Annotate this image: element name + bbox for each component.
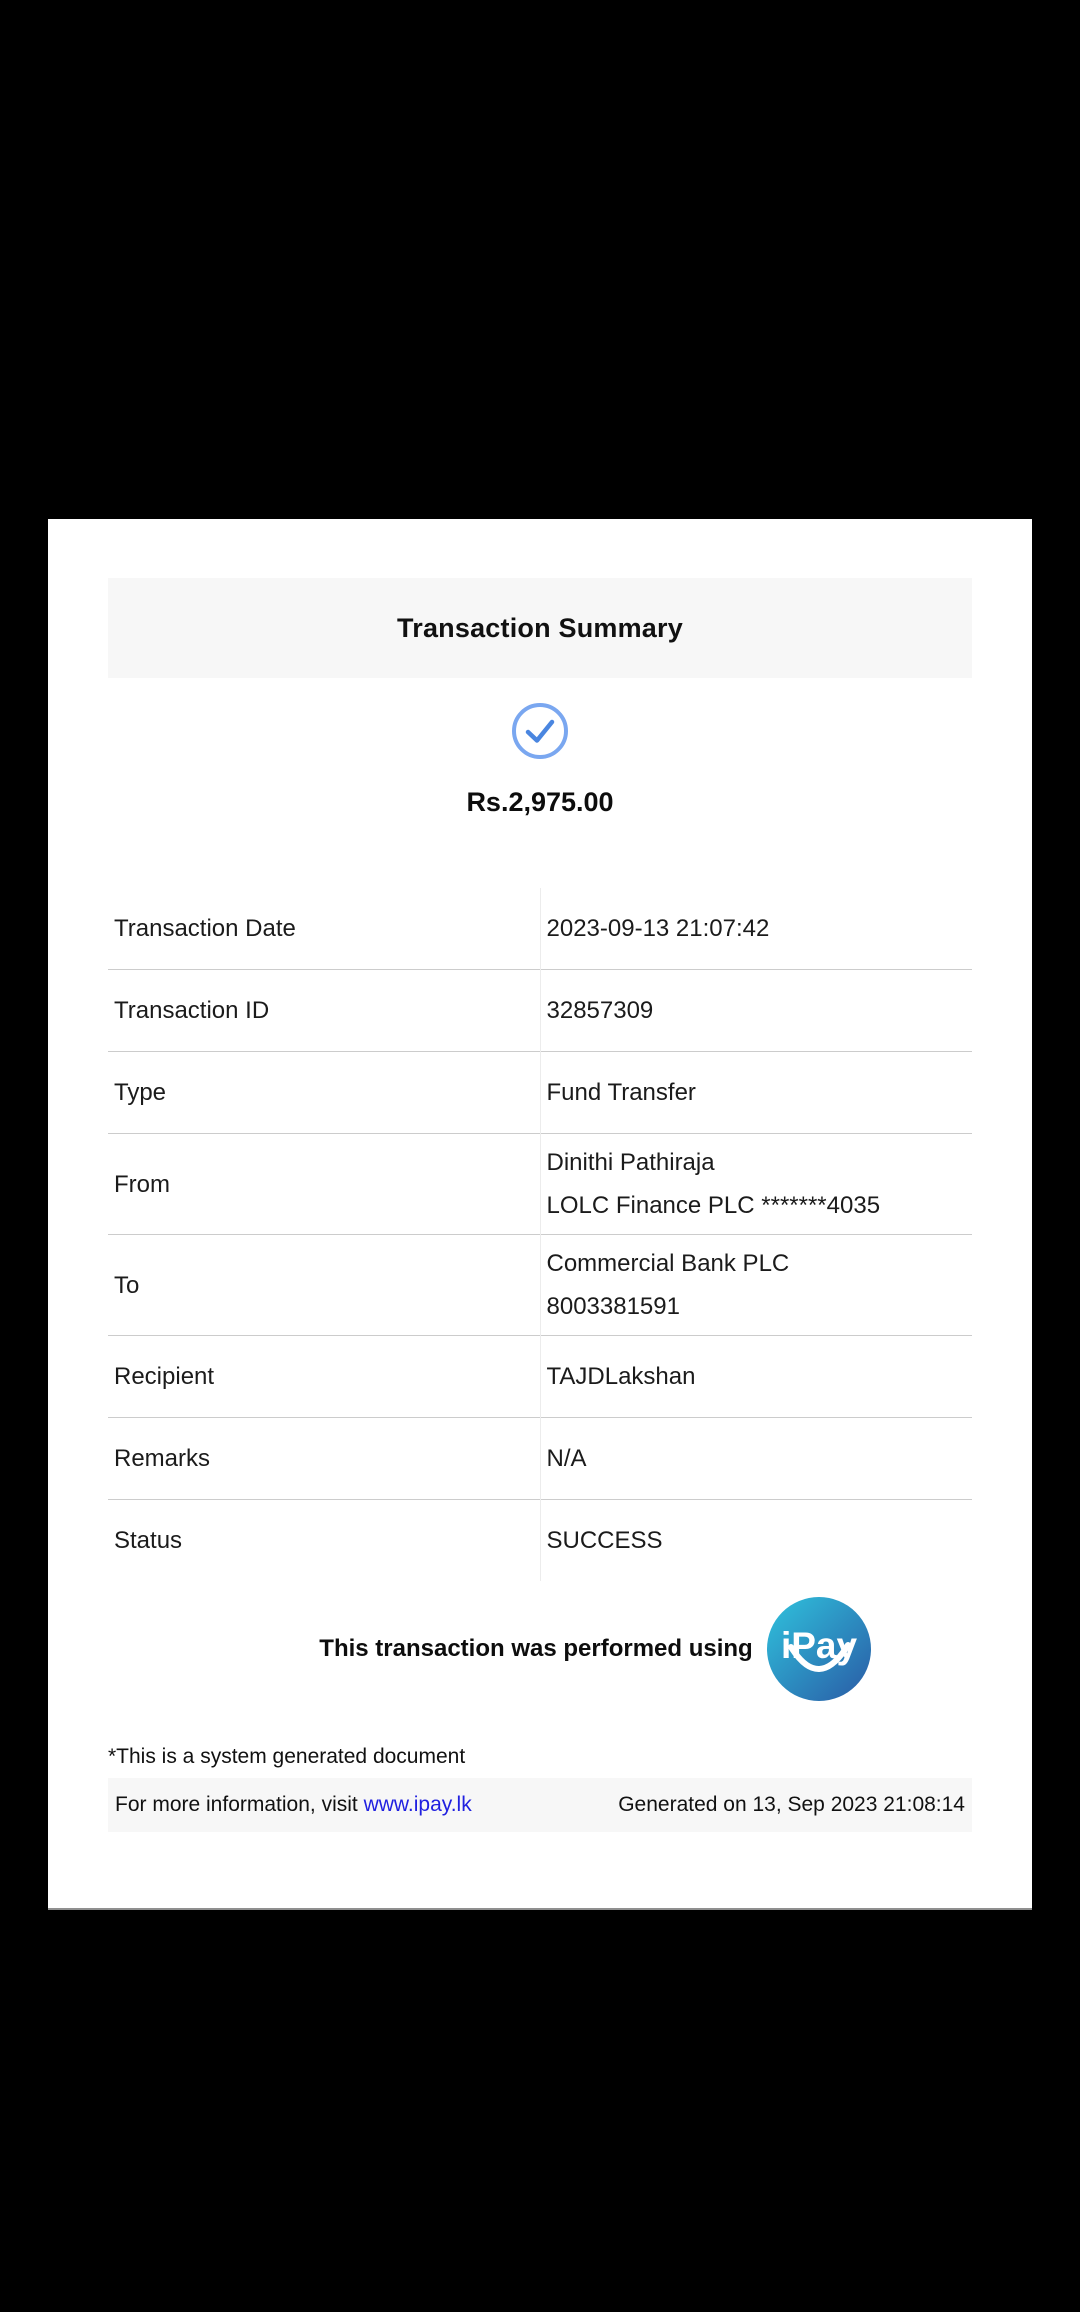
row-value: Commercial Bank PLC 8003381591 xyxy=(540,1235,972,1336)
ipay-logo-icon xyxy=(767,1597,871,1701)
table-row xyxy=(108,1418,972,1500)
row-label: To xyxy=(108,1235,540,1336)
row-label: Type xyxy=(108,1052,540,1134)
row-label: Recipient xyxy=(108,1336,540,1418)
table-row xyxy=(108,970,972,1052)
row-value: 2023-09-13 21:07:42 xyxy=(540,888,972,970)
table-row xyxy=(108,1052,972,1134)
row-label: Status xyxy=(108,1500,540,1582)
footer-bar xyxy=(108,1778,972,1832)
table-row xyxy=(108,1500,972,1582)
receipt-header-band xyxy=(108,578,972,678)
ipay-link[interactable]: www.ipay.lk xyxy=(363,1793,472,1816)
table-row xyxy=(108,888,972,970)
row-label: Transaction Date xyxy=(114,915,296,942)
row-label: Transaction ID xyxy=(108,970,540,1052)
transaction-amount: Rs.2,975.00 xyxy=(466,787,614,817)
system-generated-note: *This is a system generated document xyxy=(108,1745,466,1768)
performed-using-text: This transaction was performed using xyxy=(319,1635,753,1662)
receipt-card xyxy=(48,519,1032,1910)
row-label: From xyxy=(108,1134,540,1235)
row-label: Remarks xyxy=(108,1418,540,1500)
performed-using-row xyxy=(218,1597,972,1701)
row-value: Dinithi Pathiraja LOLC Finance PLC *******4035 xyxy=(540,1134,972,1235)
table-row xyxy=(108,1235,972,1336)
row-value: TAJDLakshan xyxy=(540,1336,972,1418)
transaction-details-table xyxy=(108,888,972,1581)
generated-timestamp: Generated on 13, Sep 2023 21:08:14 xyxy=(618,1793,965,1816)
table-row xyxy=(108,1336,972,1418)
success-check-icon xyxy=(108,702,972,765)
page-title: Transaction Summary xyxy=(397,612,683,643)
more-info-text: For more information, visit www.ipay.lk xyxy=(115,1793,472,1816)
ipay-logo-text: iPay xyxy=(780,1625,857,1666)
row-value: N/A xyxy=(540,1418,972,1500)
row-value: 32857309 xyxy=(540,970,972,1052)
table-row xyxy=(108,1134,972,1235)
status-value: SUCCESS xyxy=(540,1500,972,1582)
row-value: Fund Transfer xyxy=(540,1052,972,1134)
